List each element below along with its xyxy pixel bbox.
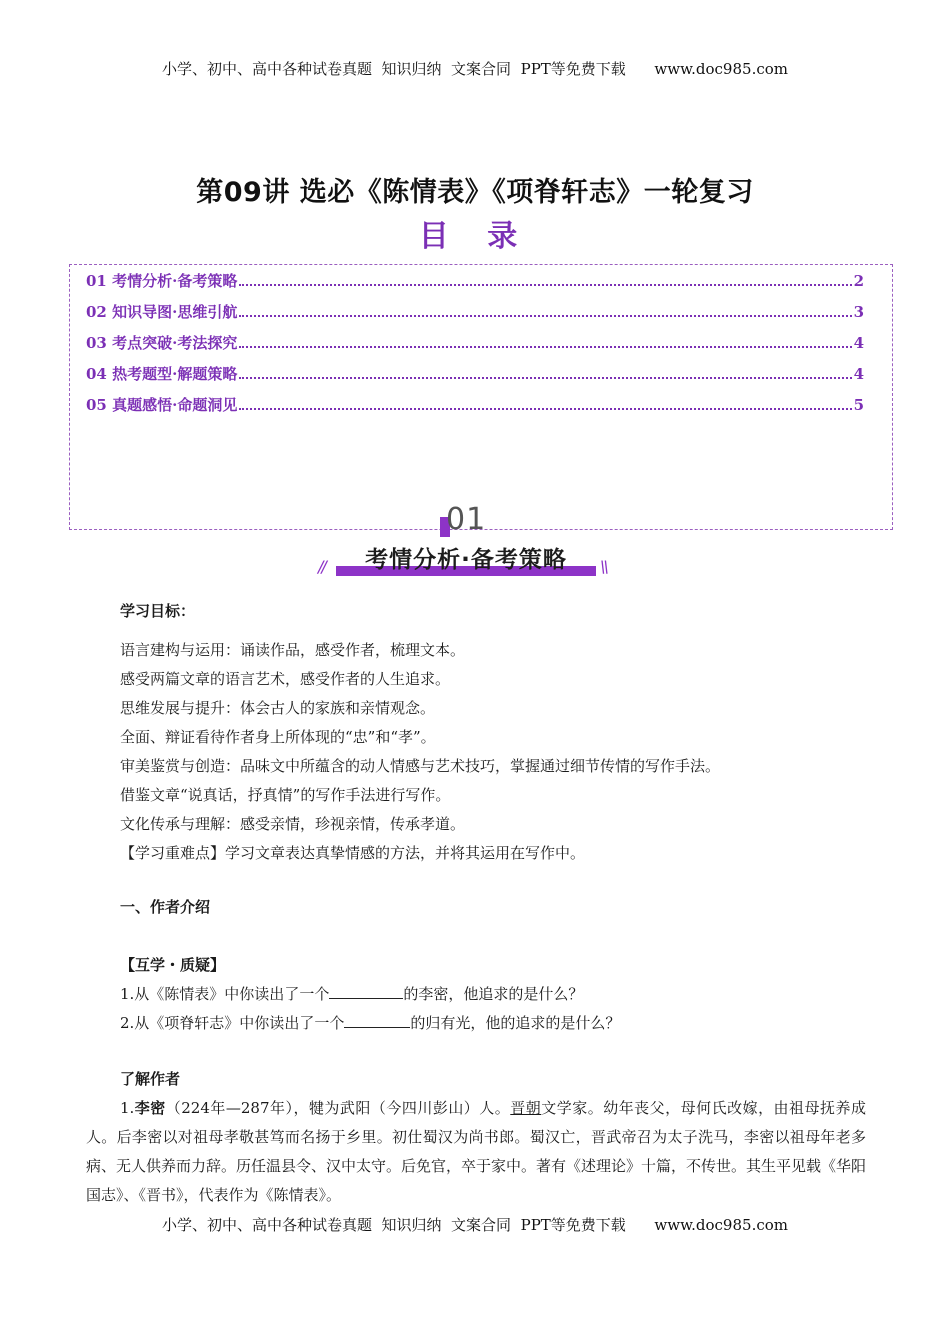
page-title: 第09讲 选必《陈情表》《项脊轩志》一轮复习	[196, 177, 754, 208]
answer-blank[interactable]	[329, 982, 403, 999]
learning-goals-list	[120, 636, 720, 868]
learning-goals-heading: 学习目标：	[120, 602, 196, 620]
toc-item[interactable]	[86, 394, 864, 425]
huxue-heading: 【互学・质疑】	[120, 956, 226, 974]
toc-item[interactable]	[86, 270, 864, 301]
part-heading: 一、作者介绍	[120, 898, 211, 916]
toc-item[interactable]	[86, 332, 864, 363]
question-list	[120, 980, 620, 1038]
dynasty-link[interactable]: 晋朝	[510, 1099, 542, 1117]
toc-item-label: 05 真题感悟·命题洞见	[86, 396, 238, 414]
author-paragraph: 1.李密（224年—287年），犍为武阳（今四川彭山）人。晋朝文学家。幼年丧父，母何氏改嫁，由祖母抚养成人。后李密以对祖母孝敬甚笃而名扬于乡里。初仕蜀汉为尚书郎。蜀汉亡，晋武帝召为太子洗马，李密以祖母年老多病、无人供养而力辞。历任温县令、汉中太守。后免官，卒于家中。著有《述理论》十篇，不传世。其生平见载《华阳国志》、《晋书》，代表作为《陈情表》。	[86, 1099, 867, 1204]
toc-item-page: 4	[853, 334, 864, 352]
toc-item-page: 4	[853, 365, 864, 383]
page-header: 小学、初中、高中各种试卷真题 知识归纳 文案合同 PPT等免费下载 www.doc985.com	[161, 60, 788, 78]
toc-item-label: 01 考情分析·备考策略	[86, 272, 238, 290]
goal-line: 审美鉴赏与创造：品味文中所蕴含的动人情感与艺术技巧，掌握通过细节传情的写作手法。	[120, 757, 721, 775]
author-name: 李密	[134, 1099, 166, 1117]
banner-slash-left-icon: //	[318, 557, 325, 576]
goal-line: 思维发展与提升：体会古人的家族和亲情观念。	[120, 699, 436, 717]
goal-line: 语言建构与运用：诵读作品，感受作者，梳理文本。	[120, 641, 466, 659]
toc-leader-dots	[239, 315, 851, 317]
section-number: 01	[446, 502, 487, 537]
section-banner-title: 考情分析·备考策略	[365, 547, 567, 573]
toc-item-page: 3	[853, 303, 864, 321]
question-item: 1.从《陈情表》中你读出了一个 的李密，他追求的是什么？	[120, 980, 620, 1009]
about-author-heading: 了解作者	[120, 1070, 181, 1088]
toc-item-page: 5	[853, 396, 864, 414]
toc-item-label: 04 热考题型·解题策略	[86, 365, 238, 383]
toc-leader-dots	[239, 408, 851, 410]
toc-item[interactable]	[86, 363, 864, 394]
toc-leader-dots	[239, 346, 851, 348]
toc-item-label: 02 知识导图·思维引航	[86, 303, 238, 321]
goal-line: 文化传承与理解：感受亲情，珍视亲情，传承孝道。	[120, 815, 466, 833]
toc-heading: 目 录	[418, 219, 532, 254]
toc-leader-dots	[239, 284, 851, 286]
banner-slash-right-icon: \\	[600, 557, 607, 576]
goal-line: 【学习重难点】学习文章表达真挚情感的方法，并将其运用在写作中。	[120, 844, 586, 862]
goal-line: 借鉴文章“说真话，抒真情”的写作手法进行写作。	[120, 786, 451, 804]
page-footer: 小学、初中、高中各种试卷真题 知识归纳 文案合同 PPT等免费下载 www.doc985.com	[161, 1216, 788, 1234]
answer-blank[interactable]	[344, 1011, 410, 1028]
toc-item-label: 03 考点突破·考法探究	[86, 334, 238, 352]
goal-line: 感受两篇文章的语言艺术，感受作者的人生追求。	[120, 670, 451, 688]
toc-leader-dots	[239, 377, 851, 379]
question-item: 2.从《项脊轩志》中你读出了一个 的归有光，他的追求的是什么？	[120, 1009, 620, 1038]
table-of-contents	[86, 270, 864, 425]
toc-item-page: 2	[853, 272, 864, 290]
goal-line: 全面、辩证看待作者身上所体现的“忠”和“孝”。	[120, 728, 436, 746]
toc-item[interactable]	[86, 301, 864, 332]
